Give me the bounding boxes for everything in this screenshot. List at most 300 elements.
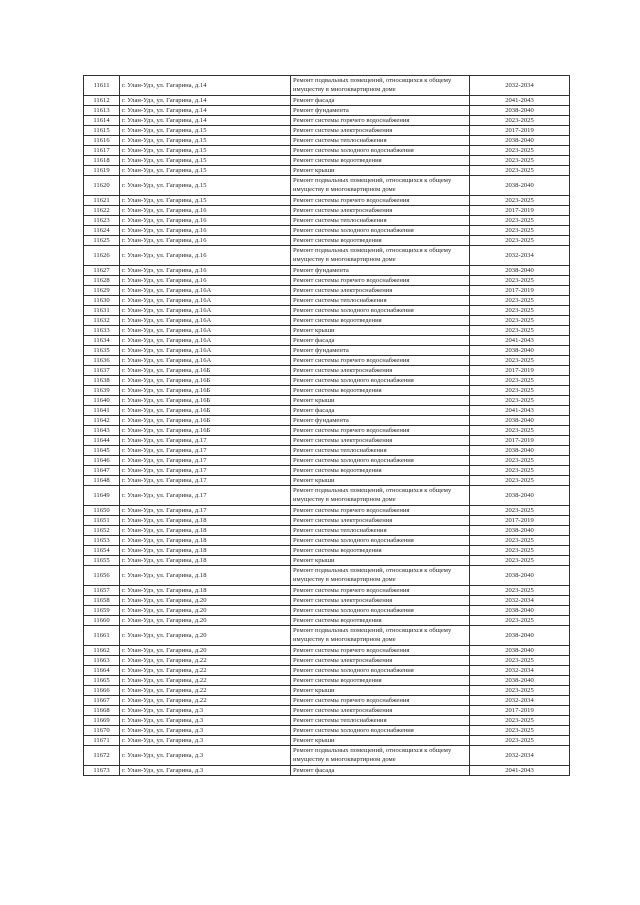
period-cell: 2017-2019 xyxy=(470,286,570,296)
table-row xyxy=(84,126,570,136)
row-number-cell: 11661 xyxy=(84,626,120,646)
address-cell: г. Улан-Удэ, ул. Гагарина, д.14 xyxy=(120,96,291,106)
table-row xyxy=(84,476,570,486)
table-row xyxy=(84,106,570,116)
work-type-cell: Ремонт системы водоотведения xyxy=(291,466,470,476)
period-cell: 2017-2019 xyxy=(470,516,570,526)
address-cell: г. Улан-Удэ, ул. Гагарина, д.16Б xyxy=(120,416,291,426)
work-type-cell: Ремонт системы горячего водоснабжения xyxy=(291,646,470,656)
address-cell: г. Улан-Удэ, ул. Гагарина, д.15 xyxy=(120,196,291,206)
row-number-cell: 11639 xyxy=(84,386,120,396)
work-type-cell: Ремонт системы электроснабжения xyxy=(291,286,470,296)
table-row xyxy=(84,706,570,716)
address-cell: г. Улан-Удэ, ул. Гагарина, д.3 xyxy=(120,736,291,746)
row-number-cell: 11619 xyxy=(84,166,120,176)
row-number-cell: 11637 xyxy=(84,366,120,376)
row-number-cell: 11625 xyxy=(84,236,120,246)
address-cell: г. Улан-Удэ, ул. Гагарина, д.17 xyxy=(120,466,291,476)
period-cell: 2038-2040 xyxy=(470,106,570,116)
period-cell: 2023-2025 xyxy=(470,196,570,206)
address-cell: г. Улан-Удэ, ул. Гагарина, д.17 xyxy=(120,476,291,486)
work-type-cell: Ремонт системы электроснабжения xyxy=(291,656,470,666)
period-cell: 2032-2034 xyxy=(470,666,570,676)
work-type-cell: Ремонт системы горячего водоснабжения xyxy=(291,696,470,706)
work-type-cell: Ремонт системы электроснабжения xyxy=(291,366,470,376)
period-cell: 2038-2040 xyxy=(470,346,570,356)
table-row xyxy=(84,426,570,436)
work-type-cell: Ремонт системы горячего водоснабжения xyxy=(291,196,470,206)
work-type-cell: Ремонт системы холодного водоснабжения xyxy=(291,606,470,616)
address-cell: г. Улан-Удэ, ул. Гагарина, д.16А xyxy=(120,316,291,326)
work-type-cell: Ремонт системы горячего водоснабжения xyxy=(291,116,470,126)
work-type-cell: Ремонт системы теплоснабжения xyxy=(291,716,470,726)
row-number-cell: 11669 xyxy=(84,716,120,726)
address-cell: г. Улан-Удэ, ул. Гагарина, д.16А xyxy=(120,306,291,316)
address-cell: г. Улан-Удэ, ул. Гагарина, д.18 xyxy=(120,566,291,586)
table-row xyxy=(84,546,570,556)
work-type-cell: Ремонт системы холодного водоснабжения xyxy=(291,146,470,156)
table-row xyxy=(84,586,570,596)
table-row xyxy=(84,656,570,666)
period-cell: 2038-2040 xyxy=(470,486,570,506)
work-type-cell: Ремонт системы горячего водоснабжения xyxy=(291,426,470,436)
row-number-cell: 11643 xyxy=(84,426,120,436)
address-cell: г. Улан-Удэ, ул. Гагарина, д.16 xyxy=(120,216,291,226)
work-type-cell: Ремонт системы холодного водоснабжения xyxy=(291,306,470,316)
address-cell: г. Улан-Удэ, ул. Гагарина, д.17 xyxy=(120,506,291,516)
period-cell: 2023-2025 xyxy=(470,686,570,696)
work-type-cell: Ремонт системы электроснабжения xyxy=(291,436,470,446)
row-number-cell: 11634 xyxy=(84,336,120,346)
address-cell: г. Улан-Удэ, ул. Гагарина, д.22 xyxy=(120,686,291,696)
address-cell: г. Улан-Удэ, ул. Гагарина, д.16А xyxy=(120,296,291,306)
address-cell: г. Улан-Удэ, ул. Гагарина, д.15 xyxy=(120,136,291,146)
address-cell: г. Улан-Удэ, ул. Гагарина, д.16 xyxy=(120,236,291,246)
row-number-cell: 11654 xyxy=(84,546,120,556)
table-row xyxy=(84,686,570,696)
period-cell: 2032-2034 xyxy=(470,746,570,766)
address-cell: г. Улан-Удэ, ул. Гагарина, д.17 xyxy=(120,446,291,456)
row-number-cell: 11668 xyxy=(84,706,120,716)
table-row xyxy=(84,226,570,236)
work-type-cell: Ремонт фасада xyxy=(291,336,470,346)
period-cell: 2023-2025 xyxy=(470,376,570,386)
address-cell: г. Улан-Удэ, ул. Гагарина, д.16А xyxy=(120,336,291,346)
table-row xyxy=(84,676,570,686)
address-cell: г. Улан-Удэ, ул. Гагарина, д.20 xyxy=(120,646,291,656)
row-number-cell: 11650 xyxy=(84,506,120,516)
address-cell: г. Улан-Удэ, ул. Гагарина, д.16 xyxy=(120,266,291,276)
table-row xyxy=(84,326,570,336)
table-row xyxy=(84,236,570,246)
address-cell: г. Улан-Удэ, ул. Гагарина, д.18 xyxy=(120,536,291,546)
work-type-cell: Ремонт крыши xyxy=(291,326,470,336)
address-cell: г. Улан-Удэ, ул. Гагарина, д.3 xyxy=(120,706,291,716)
period-cell: 2023-2025 xyxy=(470,316,570,326)
address-cell: г. Улан-Удэ, ул. Гагарина, д.16А xyxy=(120,326,291,336)
address-cell: г. Улан-Удэ, ул. Гагарина, д.18 xyxy=(120,516,291,526)
table-row xyxy=(84,376,570,386)
row-number-cell: 11657 xyxy=(84,586,120,596)
address-cell: г. Улан-Удэ, ул. Гагарина, д.16А xyxy=(120,356,291,366)
row-number-cell: 11658 xyxy=(84,596,120,606)
row-number-cell: 11633 xyxy=(84,326,120,336)
address-cell: г. Улан-Удэ, ул. Гагарина, д.18 xyxy=(120,546,291,556)
table-row xyxy=(84,286,570,296)
row-number-cell: 11623 xyxy=(84,216,120,226)
table-row xyxy=(84,556,570,566)
work-type-cell: Ремонт системы холодного водоснабжения xyxy=(291,726,470,736)
period-cell: 2023-2025 xyxy=(470,306,570,316)
address-cell: г. Улан-Удэ, ул. Гагарина, д.15 xyxy=(120,156,291,166)
row-number-cell: 11670 xyxy=(84,726,120,736)
period-cell: 2017-2019 xyxy=(470,126,570,136)
table-row xyxy=(84,566,570,586)
period-cell: 2038-2040 xyxy=(470,176,570,196)
table-row xyxy=(84,316,570,326)
table-row xyxy=(84,76,570,96)
row-number-cell: 11672 xyxy=(84,746,120,766)
period-cell: 2023-2025 xyxy=(470,456,570,466)
table-row xyxy=(84,716,570,726)
row-number-cell: 11659 xyxy=(84,606,120,616)
table-row xyxy=(84,216,570,226)
row-number-cell: 11647 xyxy=(84,466,120,476)
work-type-cell: Ремонт системы холодного водоснабжения xyxy=(291,456,470,466)
row-number-cell: 11660 xyxy=(84,616,120,626)
table-row xyxy=(84,396,570,406)
period-cell: 2023-2025 xyxy=(470,556,570,566)
table-row xyxy=(84,206,570,216)
period-cell: 2038-2040 xyxy=(470,606,570,616)
work-type-cell: Ремонт системы горячего водоснабжения xyxy=(291,356,470,366)
row-number-cell: 11624 xyxy=(84,226,120,236)
table-row xyxy=(84,596,570,606)
address-cell: г. Улан-Удэ, ул. Гагарина, д.22 xyxy=(120,676,291,686)
table-row xyxy=(84,136,570,146)
work-type-cell: Ремонт подвальных помещений, относящихся к общему имуществу в многоквартирном доме xyxy=(291,486,470,506)
address-cell: г. Улан-Удэ, ул. Гагарина, д.16Б xyxy=(120,376,291,386)
work-type-cell: Ремонт системы теплоснабжения xyxy=(291,296,470,306)
period-cell: 2023-2025 xyxy=(470,546,570,556)
period-cell: 2023-2025 xyxy=(470,426,570,436)
row-number-cell: 11673 xyxy=(84,766,120,776)
row-number-cell: 11667 xyxy=(84,696,120,706)
work-type-cell: Ремонт системы горячего водоснабжения xyxy=(291,586,470,596)
address-cell: г. Улан-Удэ, ул. Гагарина, д.14 xyxy=(120,116,291,126)
row-number-cell: 11635 xyxy=(84,346,120,356)
period-cell: 2023-2025 xyxy=(470,506,570,516)
table-row xyxy=(84,516,570,526)
work-type-cell: Ремонт системы теплоснабжения xyxy=(291,136,470,146)
period-cell: 2023-2025 xyxy=(470,396,570,406)
period-cell: 2038-2040 xyxy=(470,526,570,536)
period-cell: 2032-2034 xyxy=(470,76,570,96)
row-number-cell: 11617 xyxy=(84,146,120,156)
period-cell: 2023-2025 xyxy=(470,216,570,226)
work-type-cell: Ремонт фундамента xyxy=(291,106,470,116)
row-number-cell: 11611 xyxy=(84,76,120,96)
table-row xyxy=(84,436,570,446)
work-type-cell: Ремонт фундамента xyxy=(291,416,470,426)
address-cell: г. Улан-Удэ, ул. Гагарина, д.14 xyxy=(120,106,291,116)
address-cell: г. Улан-Удэ, ул. Гагарина, д.16Б xyxy=(120,366,291,376)
row-number-cell: 11646 xyxy=(84,456,120,466)
row-number-cell: 11671 xyxy=(84,736,120,746)
work-type-cell: Ремонт крыши xyxy=(291,686,470,696)
work-type-cell: Ремонт системы водоотведения xyxy=(291,386,470,396)
work-type-cell: Ремонт системы водоотведения xyxy=(291,616,470,626)
work-type-cell: Ремонт подвальных помещений, относящихся к общему имуществу в многоквартирном доме xyxy=(291,76,470,96)
work-type-cell: Ремонт подвальных помещений, относящихся к общему имуществу в многоквартирном доме xyxy=(291,566,470,586)
period-cell: 2023-2025 xyxy=(470,536,570,546)
period-cell: 2023-2025 xyxy=(470,386,570,396)
work-type-cell: Ремонт фасада xyxy=(291,96,470,106)
address-cell: г. Улан-Удэ, ул. Гагарина, д.16 xyxy=(120,246,291,266)
table-row xyxy=(84,766,570,776)
period-cell: 2023-2025 xyxy=(470,736,570,746)
table-row xyxy=(84,616,570,626)
row-number-cell: 11644 xyxy=(84,436,120,446)
address-cell: г. Улан-Удэ, ул. Гагарина, д.22 xyxy=(120,666,291,676)
row-number-cell: 11612 xyxy=(84,96,120,106)
period-cell: 2038-2040 xyxy=(470,136,570,146)
row-number-cell: 11626 xyxy=(84,246,120,266)
address-cell: г. Улан-Удэ, ул. Гагарина, д.22 xyxy=(120,696,291,706)
row-number-cell: 11645 xyxy=(84,446,120,456)
table-row xyxy=(84,726,570,736)
work-type-cell: Ремонт крыши xyxy=(291,736,470,746)
address-cell: г. Улан-Удэ, ул. Гагарина, д.14 xyxy=(120,76,291,96)
work-type-cell: Ремонт фундамента xyxy=(291,266,470,276)
work-type-cell: Ремонт фасада xyxy=(291,406,470,416)
work-type-cell: Ремонт системы водоотведения xyxy=(291,546,470,556)
address-cell: г. Улан-Удэ, ул. Гагарина, д.17 xyxy=(120,436,291,446)
row-number-cell: 11655 xyxy=(84,556,120,566)
work-type-cell: Ремонт системы горячего водоснабжения xyxy=(291,506,470,516)
table-row xyxy=(84,146,570,156)
table-row xyxy=(84,96,570,106)
address-cell: г. Улан-Удэ, ул. Гагарина, д.18 xyxy=(120,556,291,566)
period-cell: 2023-2025 xyxy=(470,476,570,486)
work-type-cell: Ремонт крыши xyxy=(291,556,470,566)
period-cell: 2038-2040 xyxy=(470,416,570,426)
period-cell: 2017-2019 xyxy=(470,436,570,446)
row-number-cell: 11621 xyxy=(84,196,120,206)
work-type-cell: Ремонт подвальных помещений, относящихся к общему имуществу в многоквартирном доме xyxy=(291,176,470,196)
period-cell: 2038-2040 xyxy=(470,676,570,686)
work-type-cell: Ремонт системы водоотведения xyxy=(291,316,470,326)
row-number-cell: 11629 xyxy=(84,286,120,296)
address-cell: г. Улан-Удэ, ул. Гагарина, д.15 xyxy=(120,166,291,176)
table-row xyxy=(84,366,570,376)
table-row xyxy=(84,416,570,426)
address-cell: г. Улан-Удэ, ул. Гагарина, д.18 xyxy=(120,586,291,596)
table-row xyxy=(84,356,570,366)
work-type-cell: Ремонт системы электроснабжения xyxy=(291,596,470,606)
work-type-cell: Ремонт системы электроснабжения xyxy=(291,706,470,716)
work-type-cell: Ремонт крыши xyxy=(291,476,470,486)
period-cell: 2038-2040 xyxy=(470,626,570,646)
work-type-cell: Ремонт системы теплоснабжения xyxy=(291,446,470,456)
period-cell: 2023-2025 xyxy=(470,356,570,366)
table-row xyxy=(84,536,570,546)
address-cell: г. Улан-Удэ, ул. Гагарина, д.16Б xyxy=(120,426,291,436)
row-number-cell: 11666 xyxy=(84,686,120,696)
table-row xyxy=(84,116,570,126)
row-number-cell: 11618 xyxy=(84,156,120,166)
row-number-cell: 11631 xyxy=(84,306,120,316)
table-row xyxy=(84,156,570,166)
work-type-cell: Ремонт крыши xyxy=(291,166,470,176)
period-cell: 2038-2040 xyxy=(470,446,570,456)
period-cell: 2041-2043 xyxy=(470,336,570,346)
period-cell: 2041-2043 xyxy=(470,406,570,416)
table-row xyxy=(84,646,570,656)
address-cell: г. Улан-Удэ, ул. Гагарина, д.15 xyxy=(120,176,291,196)
period-cell: 2023-2025 xyxy=(470,236,570,246)
table-row xyxy=(84,266,570,276)
table-row xyxy=(84,486,570,506)
table-row xyxy=(84,296,570,306)
address-cell: г. Улан-Удэ, ул. Гагарина, д.16Б xyxy=(120,396,291,406)
address-cell: г. Улан-Удэ, ул. Гагарина, д.16 xyxy=(120,206,291,216)
address-cell: г. Улан-Удэ, ул. Гагарина, д.22 xyxy=(120,656,291,666)
row-number-cell: 11628 xyxy=(84,276,120,286)
address-cell: г. Улан-Удэ, ул. Гагарина, д.16А xyxy=(120,286,291,296)
period-cell: 2032-2034 xyxy=(470,696,570,706)
address-cell: г. Улан-Удэ, ул. Гагарина, д.3 xyxy=(120,716,291,726)
address-cell: г. Улан-Удэ, ул. Гагарина, д.20 xyxy=(120,606,291,616)
row-number-cell: 11640 xyxy=(84,396,120,406)
address-cell: г. Улан-Удэ, ул. Гагарина, д.16Б xyxy=(120,386,291,396)
period-cell: 2023-2025 xyxy=(470,116,570,126)
period-cell: 2023-2025 xyxy=(470,226,570,236)
address-cell: г. Улан-Удэ, ул. Гагарина, д.16 xyxy=(120,276,291,286)
table-row xyxy=(84,346,570,356)
period-cell: 2023-2025 xyxy=(470,586,570,596)
period-cell: 2023-2025 xyxy=(470,156,570,166)
table-row xyxy=(84,196,570,206)
address-cell: г. Улан-Удэ, ул. Гагарина, д.20 xyxy=(120,616,291,626)
row-number-cell: 11648 xyxy=(84,476,120,486)
table-row xyxy=(84,306,570,316)
repair-schedule-table xyxy=(83,75,570,776)
table-row xyxy=(84,696,570,706)
address-cell: г. Улан-Удэ, ул. Гагарина, д.17 xyxy=(120,486,291,506)
period-cell: 2023-2025 xyxy=(470,296,570,306)
work-type-cell: Ремонт подвальных помещений, относящихся к общему имуществу в многоквартирном доме xyxy=(291,746,470,766)
period-cell: 2023-2025 xyxy=(470,466,570,476)
row-number-cell: 11665 xyxy=(84,676,120,686)
row-number-cell: 11663 xyxy=(84,656,120,666)
work-type-cell: Ремонт системы электроснабжения xyxy=(291,516,470,526)
address-cell: г. Улан-Удэ, ул. Гагарина, д.20 xyxy=(120,596,291,606)
period-cell: 2023-2025 xyxy=(470,616,570,626)
row-number-cell: 11615 xyxy=(84,126,120,136)
row-number-cell: 11641 xyxy=(84,406,120,416)
address-cell: г. Улан-Удэ, ул. Гагарина, д.3 xyxy=(120,726,291,736)
work-type-cell: Ремонт системы холодного водоснабжения xyxy=(291,226,470,236)
work-type-cell: Ремонт подвальных помещений, относящихся к общему имуществу в многоквартирном доме xyxy=(291,626,470,646)
row-number-cell: 11632 xyxy=(84,316,120,326)
table-row xyxy=(84,606,570,616)
period-cell: 2038-2040 xyxy=(470,266,570,276)
work-type-cell: Ремонт системы холодного водоснабжения xyxy=(291,666,470,676)
row-number-cell: 11649 xyxy=(84,486,120,506)
period-cell: 2041-2043 xyxy=(470,96,570,106)
table-row xyxy=(84,456,570,466)
work-type-cell: Ремонт фасада xyxy=(291,766,470,776)
table-row xyxy=(84,166,570,176)
row-number-cell: 11656 xyxy=(84,566,120,586)
period-cell: 2023-2025 xyxy=(470,656,570,666)
table-row xyxy=(84,406,570,416)
period-cell: 2041-2043 xyxy=(470,766,570,776)
period-cell: 2017-2019 xyxy=(470,206,570,216)
table-row xyxy=(84,746,570,766)
period-cell: 2032-2034 xyxy=(470,596,570,606)
row-number-cell: 11622 xyxy=(84,206,120,216)
table-row xyxy=(84,526,570,536)
period-cell: 2017-2019 xyxy=(470,706,570,716)
row-number-cell: 11616 xyxy=(84,136,120,146)
work-type-cell: Ремонт системы теплоснабжения xyxy=(291,216,470,226)
work-type-cell: Ремонт системы горячего водоснабжения xyxy=(291,276,470,286)
address-cell: г. Улан-Удэ, ул. Гагарина, д.17 xyxy=(120,456,291,466)
table-row xyxy=(84,626,570,646)
period-cell: 2023-2025 xyxy=(470,716,570,726)
work-type-cell: Ремонт подвальных помещений, относящихся к общему имуществу в многоквартирном доме xyxy=(291,246,470,266)
row-number-cell: 11620 xyxy=(84,176,120,196)
work-type-cell: Ремонт крыши xyxy=(291,396,470,406)
table-row xyxy=(84,506,570,516)
work-type-cell: Ремонт системы водоотведения xyxy=(291,236,470,246)
address-cell: г. Улан-Удэ, ул. Гагарина, д.16 xyxy=(120,226,291,236)
row-number-cell: 11662 xyxy=(84,646,120,656)
work-type-cell: Ремонт системы электроснабжения xyxy=(291,206,470,216)
work-type-cell: Ремонт фундамента xyxy=(291,346,470,356)
address-cell: г. Улан-Удэ, ул. Гагарина, д.16Б xyxy=(120,406,291,416)
address-cell: г. Улан-Удэ, ул. Гагарина, д.20 xyxy=(120,626,291,646)
row-number-cell: 11652 xyxy=(84,526,120,536)
table-row xyxy=(84,336,570,346)
row-number-cell: 11638 xyxy=(84,376,120,386)
address-cell: г. Улан-Удэ, ул. Гагарина, д.3 xyxy=(120,746,291,766)
period-cell: 2023-2025 xyxy=(470,166,570,176)
work-type-cell: Ремонт системы водоотведения xyxy=(291,676,470,686)
address-cell: г. Улан-Удэ, ул. Гагарина, д.16А xyxy=(120,346,291,356)
period-cell: 2023-2025 xyxy=(470,276,570,286)
row-number-cell: 11627 xyxy=(84,266,120,276)
work-type-cell: Ремонт системы водоотведения xyxy=(291,156,470,166)
period-cell: 2023-2025 xyxy=(470,326,570,336)
row-number-cell: 11630 xyxy=(84,296,120,306)
work-type-cell: Ремонт системы холодного водоснабжения xyxy=(291,376,470,386)
table-row xyxy=(84,736,570,746)
period-cell: 2023-2025 xyxy=(470,146,570,156)
row-number-cell: 11614 xyxy=(84,116,120,126)
period-cell: 2023-2025 xyxy=(470,726,570,736)
row-number-cell: 11651 xyxy=(84,516,120,526)
table-row xyxy=(84,446,570,456)
row-number-cell: 11636 xyxy=(84,356,120,366)
address-cell: г. Улан-Удэ, ул. Гагарина, д.18 xyxy=(120,526,291,536)
work-type-cell: Ремонт системы теплоснабжения xyxy=(291,526,470,536)
address-cell: г. Улан-Удэ, ул. Гагарина, д.15 xyxy=(120,146,291,156)
work-type-cell: Ремонт системы холодного водоснабжения xyxy=(291,536,470,546)
table-row xyxy=(84,176,570,196)
